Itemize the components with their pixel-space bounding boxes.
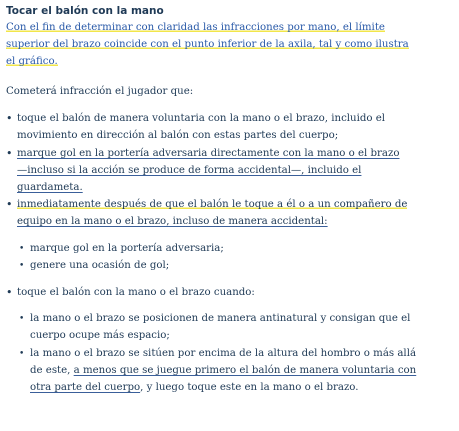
bullet-2-line-2: —incluso si la acción se produce de forma accidental—, incluido el — [17, 165, 362, 176]
sub-bullet-dot: • — [19, 349, 25, 359]
bullet-4-line-1: toque el balón con la mano o el brazo cuando: — [17, 287, 255, 298]
section-heading: Tocar el balón con la mano — [6, 5, 164, 17]
intro-line-1: Con el fin de determinar con claridad las infracciones por mano, el límite — [6, 22, 385, 33]
bullet-dot: • — [6, 198, 13, 211]
bullet-dot: • — [6, 286, 13, 299]
intro-line-2: superior del brazo coincide con el punto inferior de la axila, tal y como ilustra — [6, 39, 409, 50]
bullet-4-sub-1-line-2: cuerpo ocupe más espacio; — [30, 330, 170, 341]
bullet-2-line-3: guardameta. — [17, 182, 83, 193]
bullet-3-line-2: equipo en la mano o el brazo, incluso de manera accidental: — [17, 216, 328, 227]
bullet-2-line-1: marque gol en la portería adversaria directamente con la mano o el brazo — [17, 148, 400, 159]
bullet-1-line-2: movimiento en dirección al balón con estas partes del cuerpo; — [17, 130, 339, 141]
sub-bullet-dot: • — [19, 261, 25, 271]
sub-bullet-dot: • — [19, 244, 25, 254]
bullet-4-sub-2-line-2: de este, a menos que se juegue primero el balón de manera voluntaria con — [30, 365, 417, 376]
bullet-4-sub-1-line-1: la mano o el brazo se posicionen de manera antinatural y consigan que el — [30, 313, 411, 324]
bullet-3-line-1: inmediatamente después de que el balón le toque a él o a un compañero de — [17, 199, 408, 210]
bullet-dot: • — [6, 147, 13, 160]
lead-text: Cometerá infracción el jugador que: — [6, 86, 194, 97]
bullet-3-sub-2: genere una ocasión de gol; — [30, 260, 170, 271]
bullet-4-sub-2-line-1: la mano o el brazo se sitúen por encima de la altura del hombro o más allá — [30, 348, 417, 359]
bullet-4-sub-2-line-3: otra parte del cuerpo, y luego toque este en la mano o el brazo. — [30, 382, 359, 393]
bullet-3-sub-1: marque gol en la portería adversaria; — [30, 243, 224, 254]
bullet-dot: • — [6, 112, 13, 125]
sub-bullet-dot: • — [19, 314, 25, 324]
intro-line-3: el gráfico. — [6, 56, 58, 67]
bullet-1-line-1: toque el balón de manera voluntaria con la mano o el brazo, incluido el — [17, 113, 386, 124]
